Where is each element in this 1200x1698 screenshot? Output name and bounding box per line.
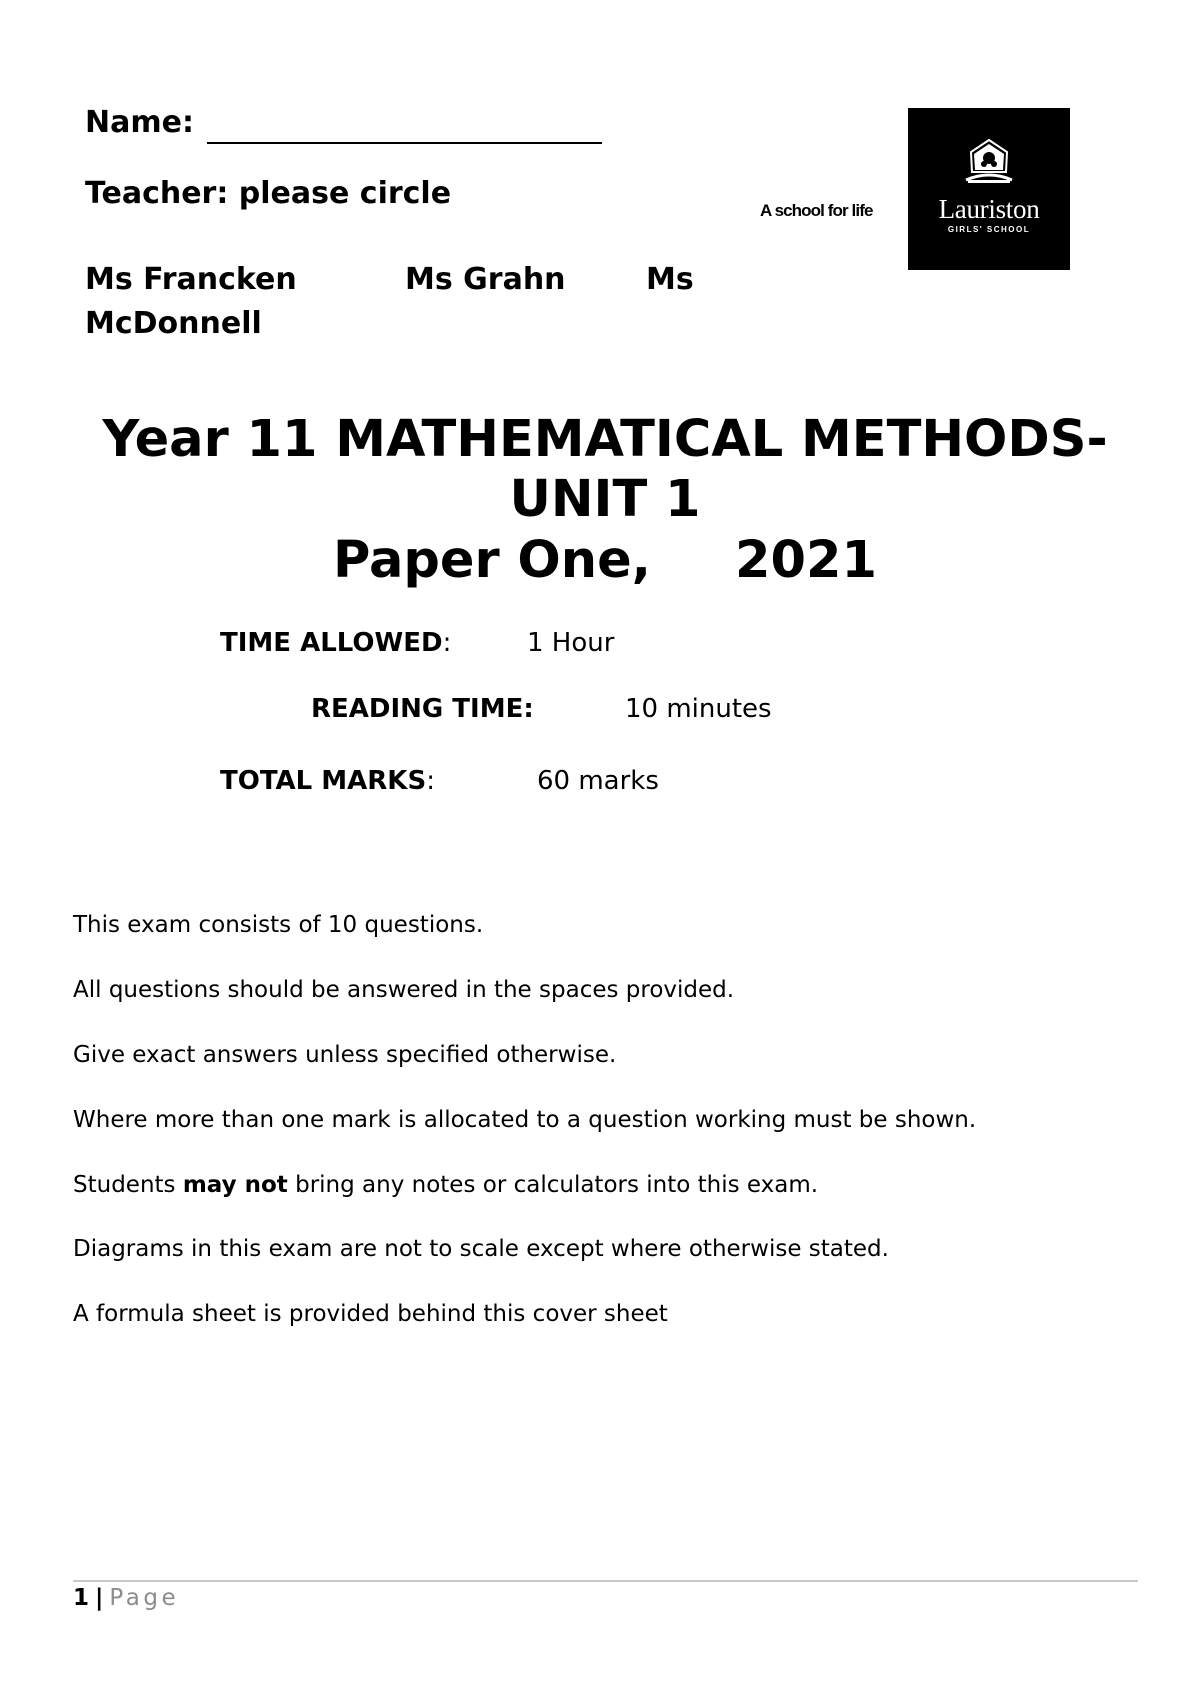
school-logo-name: Lauriston <box>938 194 1040 224</box>
exam-paper: Paper One, <box>333 531 652 590</box>
instruction-line-3: Give exact answers unless specified otherwise. <box>73 1042 617 1068</box>
teacher-option-francken[interactable]: Ms Francken <box>85 262 297 297</box>
instruction-line-5-emphasis: may not <box>182 1172 288 1198</box>
instruction-line-5 <box>73 1172 818 1198</box>
instruction-line-5-pre: Students <box>73 1172 183 1198</box>
time-allowed-colon: : <box>442 628 452 658</box>
instruction-line-1: This exam consists of 10 questions. <box>73 912 484 938</box>
time-allowed-label: TIME ALLOWED <box>220 628 443 658</box>
exam-year: 2021 <box>735 531 877 590</box>
instruction-line-6: Diagrams in this exam are not to scale except where otherwise stated. <box>73 1236 889 1262</box>
instruction-line-7: A formula sheet is provided behind this cover sheet <box>73 1301 668 1327</box>
time-allowed-value: 1 Hour <box>527 628 615 658</box>
instruction-line-4: Where more than one mark is allocated to a question working must be shown. <box>73 1107 977 1133</box>
time-allowed-row <box>220 628 451 658</box>
name-blank-line[interactable] <box>207 142 602 144</box>
school-tagline: A school for life <box>760 201 873 220</box>
exam-title-line2: UNIT 1 <box>509 470 701 529</box>
total-marks-label: TOTAL MARKS <box>220 766 427 796</box>
reading-time-value: 10 minutes <box>625 694 772 724</box>
teacher-option-mcdonnell[interactable]: McDonnell <box>85 306 262 341</box>
teacher-prompt: Teacher: please circle <box>85 176 452 211</box>
total-marks-colon: : <box>426 766 435 796</box>
instruction-line-5-post: bring any notes or calculators into this exam. <box>287 1172 819 1198</box>
instruction-line-2: All questions should be answered in the spaces provided. <box>73 977 735 1003</box>
page-number: 1 <box>73 1585 90 1611</box>
teacher-option-mcdonnell-prefix[interactable]: Ms <box>646 262 694 297</box>
total-marks-value: 60 marks <box>537 766 659 796</box>
exam-title-line1: Year 11 MATHEMATICAL METHODS- <box>102 410 1108 469</box>
total-marks-row <box>220 766 435 796</box>
school-crest-icon <box>908 108 1070 270</box>
footer-divider <box>73 1580 1138 1582</box>
page-label: Page <box>109 1585 180 1611</box>
page-footer <box>73 1585 179 1611</box>
school-logo-subtitle: GIRLS' SCHOOL <box>947 225 1031 234</box>
teacher-option-grahn[interactable]: Ms Grahn <box>405 262 566 297</box>
reading-time-label: READING TIME: <box>311 694 534 724</box>
school-logo <box>908 108 1070 270</box>
page-separator: | <box>95 1585 104 1611</box>
name-label: Name: <box>85 105 194 140</box>
